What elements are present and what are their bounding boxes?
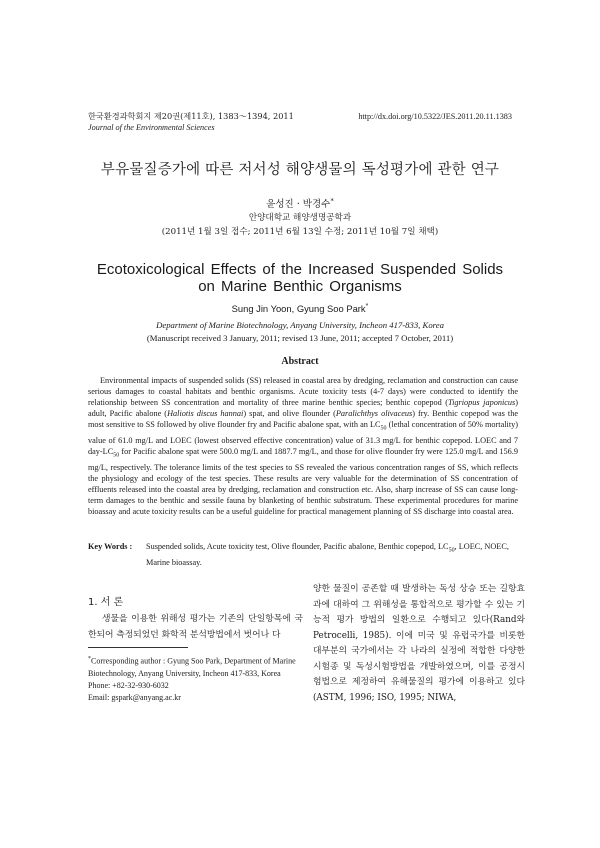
corresponding-mark-en: * (365, 303, 369, 310)
korean-affiliation: 안양대학교 해양생명공학과 (248, 213, 352, 223)
korean-authors (0, 196, 600, 210)
abstract-heading: Abstract (281, 356, 319, 367)
keywords-part: , LOEC, NOEC, Marine bioassay. (146, 542, 509, 567)
english-author-names: Sung Jin Yoon, Gyung Soo Park (231, 303, 366, 315)
english-title-line2: on Marine Benthic Organisms (198, 278, 402, 295)
section-heading-introduction: 1. 서 론 (88, 597, 124, 608)
abstract-text: ) fry. Benthic copepod was the most sensitive to SS followed by olive flounder fry and Pacific abalone spat, with an LC (88, 409, 518, 430)
abstract-text: ) spat, and olive flounder ( (243, 409, 336, 419)
intro-paragraph: 생물을 이용한 위해성 평가는 기존의 단일항목에 국한되어 측정되었던 화학적 분석방법에서 벗어나 다 (88, 614, 303, 640)
intro-left-column (88, 612, 303, 643)
intro-right-column (313, 582, 525, 706)
keywords-label: Key Words : (88, 542, 133, 551)
abstract-text: ) adult, Pacific abalone ( (88, 398, 518, 419)
footnote-email[interactable]: Email: gspark@anyang.ac.kr (88, 692, 181, 702)
abstract-text: (lethal concentration of 50% mortality) value of 61.0 mg/L and LOEC (lowest observed effective concentration) value of 31.3 mg/L for benthic copepod. LOEC and 7 day-LC (88, 420, 518, 457)
species-name: Tigriopus japonicus (448, 398, 516, 408)
english-dates: (Manuscript received 3 January, 2011; revised 13 June, 2011; accepted 7 October, 2011) (146, 333, 454, 343)
footnote-phone: Phone: +82-32-930-6032 (88, 680, 169, 690)
english-authors (0, 303, 600, 314)
english-affiliation: Department of Marine Biotechnology, Anyang University, Incheon 417-833, Korea (156, 320, 444, 330)
journal-header (88, 111, 294, 133)
intro-paragraph-continued: 양한 물질이 공존할 때 발생하는 독성 상승 또는 길항효과에 대하여 그 위해성을 통합적으로 평가할 수 있는 기능적 평가 방법의 일환으로 수행되고 있다(Rand와 Petrocelli, 1985). 이에 미국 및 유럽국가를 비롯한 대부분의 국가에서는 각 나라의 실정에 적합한 다양한 시험종 및 독성시험방법을 개발하였으며, 이를 공정시험법으로 제정하여 유해물질의 평가에 이용하고 있다(ASTM, 1996; ISO, 1995; NIWA, (313, 584, 525, 703)
subscript: 50 (448, 547, 455, 554)
abstract-body (88, 375, 518, 517)
corresponding-mark: * (330, 196, 334, 205)
korean-dates: (2011년 1월 3일 접수; 2011년 6월 13일 수정; 2011년 10월 7일 채택) (161, 227, 439, 237)
subscript: 50 (113, 452, 120, 459)
keywords-text (146, 541, 518, 568)
footnote-divider (88, 647, 188, 648)
abstract-text: Environmental impacts of suspended solids (SS) released in coastal area by dredging, reclamation and construction can cause serious damages to coastal habitats and benthic organisms. Acute toxicity tests (4-7 days) were conducted to identify the relationship between SS concentration and mortality of three marine benthic species; benthic copepod ( (88, 376, 518, 408)
footnote-corresponding (88, 653, 308, 680)
footnote-author: Corresponding author : Gyung Soo Park, Department of Marine Biotechnology, Anyang University, Incheon 417-833, Korea (88, 656, 296, 678)
korean-author-names: 윤성진 · 박경수 (266, 199, 331, 210)
journal-name: Journal of the Environmental Sciences (88, 123, 215, 132)
doi-link[interactable]: http://dx.doi.org/10.5322/JES.2011.20.11.1383 (358, 112, 512, 121)
korean-title: 부유물질증가에 따른 저서성 해양생물의 독성평가에 관한 연구 (100, 162, 500, 178)
english-title-line1: Ecotoxicological Effects of the Increased Suspended Solids (96, 261, 504, 278)
footnote-mark: * (88, 656, 91, 662)
species-name: Paralichthys olivaceus (335, 409, 413, 419)
keywords-part: Suspended solids, Acute toxicity test, Olive flounder, Pacific abalone, Benthic copepod, LC (146, 542, 449, 551)
species-name: Haliotis discus hannai (167, 409, 244, 419)
footnote (88, 653, 308, 704)
subscript: 50 (380, 426, 387, 433)
english-title (60, 261, 540, 295)
journal-citation-korean: 한국환경과학회지 제20권(제11호), 1383～1394, 2011 (88, 111, 294, 121)
abstract-text: for Pacific abalone spat were 500.0 mg/L and 1887.7 mg/L, and those for olive flounder fry were 125.0 mg/L and 156.9 mg/L, respectively. The tolerance limits of the test species to SS revealed the various concentration ranges of SS, which reflects the physiology and ecology of the test species. These results are very valuable for the determination of SS concentration of effluents released into the coastal area by dredging, reclamation and construction etc. Also, sharp increase of SS can cause long-term damages to the benthic and sessile fauna by blanketing of benthic substratum. These experimental procedures for marine bioassay and acute toxicity results can be a useful guideline for practical management planning of SS discharge into coastal area. (88, 447, 518, 517)
